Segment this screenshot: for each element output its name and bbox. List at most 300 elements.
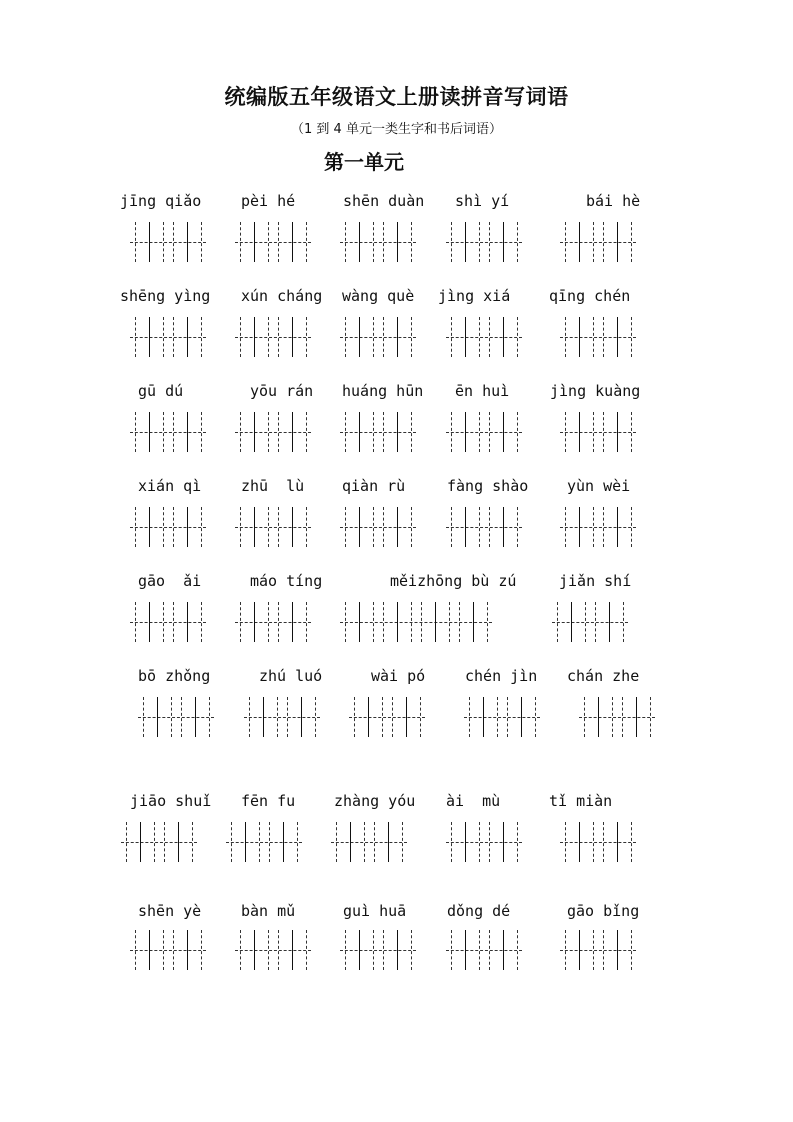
box-guide-line xyxy=(268,507,269,547)
box-midline xyxy=(244,717,320,718)
box-center-line xyxy=(254,412,255,452)
box-guide-line xyxy=(173,602,174,642)
pinyin-prompt: yōu rán xyxy=(250,382,314,400)
answer-box[interactable] xyxy=(560,317,636,357)
box-guide-line xyxy=(278,412,279,452)
pinyin-prompt: máo tíng xyxy=(250,572,323,590)
box-guide-line xyxy=(479,317,480,357)
pinyin-prompt: jìng xiá xyxy=(438,287,511,305)
box-guide-line xyxy=(479,222,480,262)
answer-box[interactable] xyxy=(446,412,522,452)
pinyin-prompt: bàn mǔ xyxy=(241,902,296,920)
box-center-line xyxy=(187,412,188,452)
pinyin-prompt: ài mù xyxy=(446,792,501,810)
box-midline xyxy=(349,717,425,718)
box-guide-line xyxy=(278,602,279,642)
box-center-line xyxy=(368,697,369,737)
box-midline xyxy=(560,432,636,433)
box-guide-line xyxy=(231,822,232,862)
box-guide-line xyxy=(173,507,174,547)
box-guide-line xyxy=(269,822,270,862)
answer-box[interactable] xyxy=(579,697,655,737)
answer-box[interactable] xyxy=(340,317,416,357)
pinyin-prompt: fàng shào xyxy=(447,477,529,495)
box-guide-line xyxy=(373,507,374,547)
box-midline xyxy=(121,842,197,843)
box-center-line xyxy=(579,222,580,262)
answer-box[interactable] xyxy=(130,222,206,262)
box-guide-line xyxy=(163,507,164,547)
box-center-line xyxy=(359,317,360,357)
box-center-line xyxy=(263,697,264,737)
box-guide-line xyxy=(479,930,480,970)
box-center-line xyxy=(254,222,255,262)
box-guide-line xyxy=(278,222,279,262)
box-guide-line xyxy=(163,317,164,357)
box-guide-line xyxy=(345,222,346,262)
box-midline xyxy=(340,622,492,623)
answer-box[interactable] xyxy=(235,317,311,357)
box-center-line xyxy=(397,412,398,452)
box-guide-line xyxy=(192,822,193,862)
box-guide-line xyxy=(631,412,632,452)
box-guide-line xyxy=(135,602,136,642)
pinyin-prompt: yùn wèi xyxy=(567,477,631,495)
box-guide-line xyxy=(374,822,375,862)
box-guide-line xyxy=(240,602,241,642)
box-midline xyxy=(560,842,636,843)
answer-box[interactable] xyxy=(244,697,320,737)
answer-box[interactable] xyxy=(340,222,416,262)
box-guide-line xyxy=(383,317,384,357)
answer-box[interactable] xyxy=(235,930,311,970)
box-center-line xyxy=(579,412,580,452)
pinyin-prompt: jìng kuàng xyxy=(550,382,641,400)
box-guide-line xyxy=(209,697,210,737)
box-midline xyxy=(226,842,302,843)
answer-box[interactable] xyxy=(560,507,636,547)
box-guide-line xyxy=(489,930,490,970)
box-guide-line xyxy=(451,317,452,357)
answer-box[interactable] xyxy=(138,697,214,737)
box-midline xyxy=(235,527,311,528)
box-center-line xyxy=(254,930,255,970)
box-guide-line xyxy=(451,412,452,452)
box-guide-line xyxy=(489,412,490,452)
box-guide-line xyxy=(336,822,337,862)
answer-box[interactable] xyxy=(560,930,636,970)
box-guide-line xyxy=(631,930,632,970)
answer-box[interactable] xyxy=(340,602,492,642)
box-midline xyxy=(130,337,206,338)
pinyin-prompt: bō zhǒng xyxy=(138,667,211,685)
pinyin-prompt: guì huā xyxy=(343,902,407,920)
box-guide-line xyxy=(565,822,566,862)
page-title: 统编版五年级语文上册读拼音写词语 xyxy=(224,85,569,109)
box-guide-line xyxy=(382,697,383,737)
answer-box[interactable] xyxy=(340,507,416,547)
box-guide-line xyxy=(631,317,632,357)
box-center-line xyxy=(406,697,407,737)
answer-box[interactable] xyxy=(446,222,522,262)
box-guide-line xyxy=(171,697,172,737)
box-center-line xyxy=(350,822,351,862)
box-center-line xyxy=(397,317,398,357)
box-midline xyxy=(235,950,311,951)
box-guide-line xyxy=(297,822,298,862)
box-center-line xyxy=(503,822,504,862)
box-guide-line xyxy=(163,602,164,642)
pinyin-prompt: bái hè xyxy=(586,192,641,210)
answer-box[interactable] xyxy=(235,222,311,262)
box-center-line xyxy=(292,317,293,357)
box-center-line xyxy=(149,930,150,970)
box-center-line xyxy=(359,507,360,547)
pinyin-prompt: zhàng yóu xyxy=(334,792,416,810)
box-guide-line xyxy=(593,317,594,357)
box-guide-line xyxy=(593,822,594,862)
box-guide-line xyxy=(593,930,594,970)
box-center-line xyxy=(617,412,618,452)
box-guide-line xyxy=(420,697,421,737)
pinyin-prompt: xún cháng xyxy=(241,287,323,305)
pinyin-prompt: gāo bǐng xyxy=(567,902,640,920)
unit-heading: 第一单元 xyxy=(324,150,404,174)
box-guide-line xyxy=(603,317,604,357)
box-midline xyxy=(446,337,522,338)
box-center-line xyxy=(609,602,610,642)
box-guide-line xyxy=(411,412,412,452)
box-guide-line xyxy=(277,697,278,737)
pinyin-prompt: pèi hé xyxy=(241,192,296,210)
box-center-line xyxy=(149,222,150,262)
box-guide-line xyxy=(268,222,269,262)
pinyin-prompt: zhū lù xyxy=(241,477,305,495)
box-midline xyxy=(235,242,311,243)
pinyin-prompt: dǒng dé xyxy=(447,902,511,920)
pinyin-prompt: wài pó xyxy=(371,667,426,685)
box-center-line xyxy=(521,697,522,737)
box-guide-line xyxy=(623,602,624,642)
box-midline xyxy=(130,432,206,433)
box-center-line xyxy=(397,602,398,642)
box-guide-line xyxy=(278,317,279,357)
box-guide-line xyxy=(163,222,164,262)
box-guide-line xyxy=(201,317,202,357)
box-guide-line xyxy=(268,412,269,452)
pinyin-prompt: qīng chén xyxy=(549,287,631,305)
box-guide-line xyxy=(449,602,450,642)
box-guide-line xyxy=(354,697,355,737)
box-center-line xyxy=(359,412,360,452)
box-center-line xyxy=(465,317,466,357)
box-center-line xyxy=(388,822,389,862)
box-guide-line xyxy=(306,507,307,547)
box-center-line xyxy=(359,222,360,262)
pinyin-prompt: tǐ miàn xyxy=(549,792,613,810)
box-guide-line xyxy=(593,507,594,547)
answer-box[interactable] xyxy=(446,930,522,970)
answer-box[interactable] xyxy=(130,317,206,357)
box-guide-line xyxy=(345,507,346,547)
box-center-line xyxy=(503,412,504,452)
box-center-line xyxy=(503,317,504,357)
answer-box[interactable] xyxy=(560,822,636,862)
answer-box[interactable] xyxy=(340,412,416,452)
box-center-line xyxy=(292,602,293,642)
box-center-line xyxy=(636,697,637,737)
box-midline xyxy=(446,242,522,243)
box-guide-line xyxy=(451,930,452,970)
box-guide-line xyxy=(201,412,202,452)
box-guide-line xyxy=(392,697,393,737)
box-center-line xyxy=(283,822,284,862)
box-guide-line xyxy=(565,317,566,357)
answer-box[interactable] xyxy=(560,222,636,262)
box-center-line xyxy=(195,697,196,737)
box-guide-line xyxy=(489,822,490,862)
box-center-line xyxy=(579,317,580,357)
pinyin-prompt: shì yí xyxy=(455,192,510,210)
page-subtitle: （1 到 4 单元一类生字和书后词语） xyxy=(291,122,502,137)
answer-box[interactable] xyxy=(446,507,522,547)
box-guide-line xyxy=(479,412,480,452)
box-midline xyxy=(560,242,636,243)
box-guide-line xyxy=(135,412,136,452)
box-center-line xyxy=(187,317,188,357)
pinyin-prompt: jiāo shuǐ xyxy=(130,792,212,810)
box-guide-line xyxy=(373,317,374,357)
box-center-line xyxy=(292,930,293,970)
box-midline xyxy=(331,842,407,843)
box-guide-line xyxy=(306,930,307,970)
answer-box[interactable] xyxy=(464,697,540,737)
pinyin-prompt: shēn yè xyxy=(138,902,202,920)
box-guide-line xyxy=(603,822,604,862)
box-guide-line xyxy=(278,930,279,970)
box-guide-line xyxy=(650,697,651,737)
box-guide-line xyxy=(306,222,307,262)
box-midline xyxy=(138,717,214,718)
box-center-line xyxy=(473,602,474,642)
box-guide-line xyxy=(306,602,307,642)
box-guide-line xyxy=(489,507,490,547)
box-center-line xyxy=(465,930,466,970)
box-guide-line xyxy=(489,317,490,357)
box-guide-line xyxy=(603,412,604,452)
box-center-line xyxy=(149,317,150,357)
box-guide-line xyxy=(173,222,174,262)
box-guide-line xyxy=(489,222,490,262)
box-guide-line xyxy=(451,822,452,862)
box-guide-line xyxy=(287,697,288,737)
box-midline xyxy=(130,622,206,623)
box-guide-line xyxy=(517,412,518,452)
box-guide-line xyxy=(373,930,374,970)
pinyin-prompt: jiǎn shí xyxy=(559,572,632,590)
box-guide-line xyxy=(565,412,566,452)
box-center-line xyxy=(465,507,466,547)
box-guide-line xyxy=(173,412,174,452)
answer-box[interactable] xyxy=(331,822,407,862)
box-center-line xyxy=(292,412,293,452)
box-guide-line xyxy=(345,930,346,970)
box-guide-line xyxy=(507,697,508,737)
answer-box[interactable] xyxy=(226,822,302,862)
box-center-line xyxy=(245,822,246,862)
box-guide-line xyxy=(135,507,136,547)
box-center-line xyxy=(435,602,436,642)
box-midline xyxy=(446,842,522,843)
box-guide-line xyxy=(345,602,346,642)
box-guide-line xyxy=(595,602,596,642)
box-guide-line xyxy=(201,602,202,642)
box-guide-line xyxy=(383,930,384,970)
box-center-line xyxy=(359,602,360,642)
box-center-line xyxy=(254,507,255,547)
box-guide-line xyxy=(487,602,488,642)
box-guide-line xyxy=(259,822,260,862)
box-center-line xyxy=(157,697,158,737)
box-center-line xyxy=(617,930,618,970)
box-guide-line xyxy=(240,317,241,357)
box-guide-line xyxy=(163,412,164,452)
box-guide-line xyxy=(383,222,384,262)
box-guide-line xyxy=(565,222,566,262)
box-guide-line xyxy=(593,412,594,452)
answer-box[interactable] xyxy=(130,602,206,642)
box-midline xyxy=(560,527,636,528)
box-midline xyxy=(340,527,416,528)
box-guide-line xyxy=(268,317,269,357)
box-center-line xyxy=(617,222,618,262)
box-center-line xyxy=(149,507,150,547)
box-center-line xyxy=(397,222,398,262)
box-midline xyxy=(130,527,206,528)
box-center-line xyxy=(503,930,504,970)
answer-box[interactable] xyxy=(121,822,197,862)
box-center-line xyxy=(187,507,188,547)
pinyin-prompt: zhú luó xyxy=(259,667,323,685)
box-guide-line xyxy=(306,317,307,357)
box-center-line xyxy=(359,930,360,970)
box-guide-line xyxy=(268,602,269,642)
box-guide-line xyxy=(421,602,422,642)
answer-box[interactable] xyxy=(560,412,636,452)
box-guide-line xyxy=(411,507,412,547)
box-center-line xyxy=(292,507,293,547)
answer-box[interactable] xyxy=(552,602,628,642)
box-guide-line xyxy=(383,602,384,642)
box-midline xyxy=(340,950,416,951)
box-midline xyxy=(130,242,206,243)
answer-box[interactable] xyxy=(130,412,206,452)
box-center-line xyxy=(149,602,150,642)
box-guide-line xyxy=(249,697,250,737)
box-midline xyxy=(235,622,311,623)
box-center-line xyxy=(465,822,466,862)
box-midline xyxy=(446,527,522,528)
box-guide-line xyxy=(268,930,269,970)
box-center-line xyxy=(617,507,618,547)
box-midline xyxy=(579,717,655,718)
pinyin-prompt: ēn huì xyxy=(455,382,510,400)
box-guide-line xyxy=(373,222,374,262)
box-guide-line xyxy=(517,822,518,862)
box-guide-line xyxy=(517,507,518,547)
box-midline xyxy=(340,432,416,433)
box-guide-line xyxy=(517,317,518,357)
box-guide-line xyxy=(201,930,202,970)
answer-box[interactable] xyxy=(130,507,206,547)
box-center-line xyxy=(301,697,302,737)
box-center-line xyxy=(465,222,466,262)
box-guide-line xyxy=(201,222,202,262)
box-midline xyxy=(446,950,522,951)
box-center-line xyxy=(579,930,580,970)
box-guide-line xyxy=(402,822,403,862)
box-guide-line xyxy=(181,697,182,737)
pinyin-prompt: chán zhe xyxy=(567,667,640,685)
box-center-line xyxy=(598,697,599,737)
box-guide-line xyxy=(411,222,412,262)
box-guide-line xyxy=(383,412,384,452)
box-guide-line xyxy=(631,822,632,862)
answer-box[interactable] xyxy=(340,930,416,970)
box-center-line xyxy=(579,507,580,547)
box-guide-line xyxy=(143,697,144,737)
box-center-line xyxy=(617,317,618,357)
box-center-line xyxy=(617,822,618,862)
box-guide-line xyxy=(364,822,365,862)
box-guide-line xyxy=(612,697,613,737)
box-guide-line xyxy=(603,222,604,262)
box-guide-line xyxy=(345,317,346,357)
box-guide-line xyxy=(631,507,632,547)
answer-box[interactable] xyxy=(446,822,522,862)
box-guide-line xyxy=(497,697,498,737)
answer-box[interactable] xyxy=(235,602,311,642)
pinyin-prompt: gū dú xyxy=(138,382,184,400)
box-midline xyxy=(446,432,522,433)
box-center-line xyxy=(187,602,188,642)
pinyin-prompt: shēn duàn xyxy=(343,192,425,210)
answer-box[interactable] xyxy=(235,412,311,452)
answer-box[interactable] xyxy=(349,697,425,737)
box-guide-line xyxy=(622,697,623,737)
pinyin-prompt: jīng qiǎo xyxy=(120,192,202,210)
box-midline xyxy=(340,337,416,338)
box-center-line xyxy=(187,930,188,970)
answer-box[interactable] xyxy=(446,317,522,357)
box-center-line xyxy=(465,412,466,452)
pinyin-prompt: huáng hūn xyxy=(342,382,424,400)
pinyin-prompt: fēn fu xyxy=(241,792,296,810)
answer-box[interactable] xyxy=(235,507,311,547)
pinyin-prompt: wàng què xyxy=(342,287,415,305)
box-center-line xyxy=(397,507,398,547)
answer-box[interactable] xyxy=(130,930,206,970)
box-center-line xyxy=(397,930,398,970)
box-center-line xyxy=(503,222,504,262)
box-guide-line xyxy=(411,602,412,642)
box-guide-line xyxy=(593,222,594,262)
box-guide-line xyxy=(535,697,536,737)
box-center-line xyxy=(140,822,141,862)
box-guide-line xyxy=(164,822,165,862)
box-guide-line xyxy=(240,930,241,970)
box-center-line xyxy=(292,222,293,262)
